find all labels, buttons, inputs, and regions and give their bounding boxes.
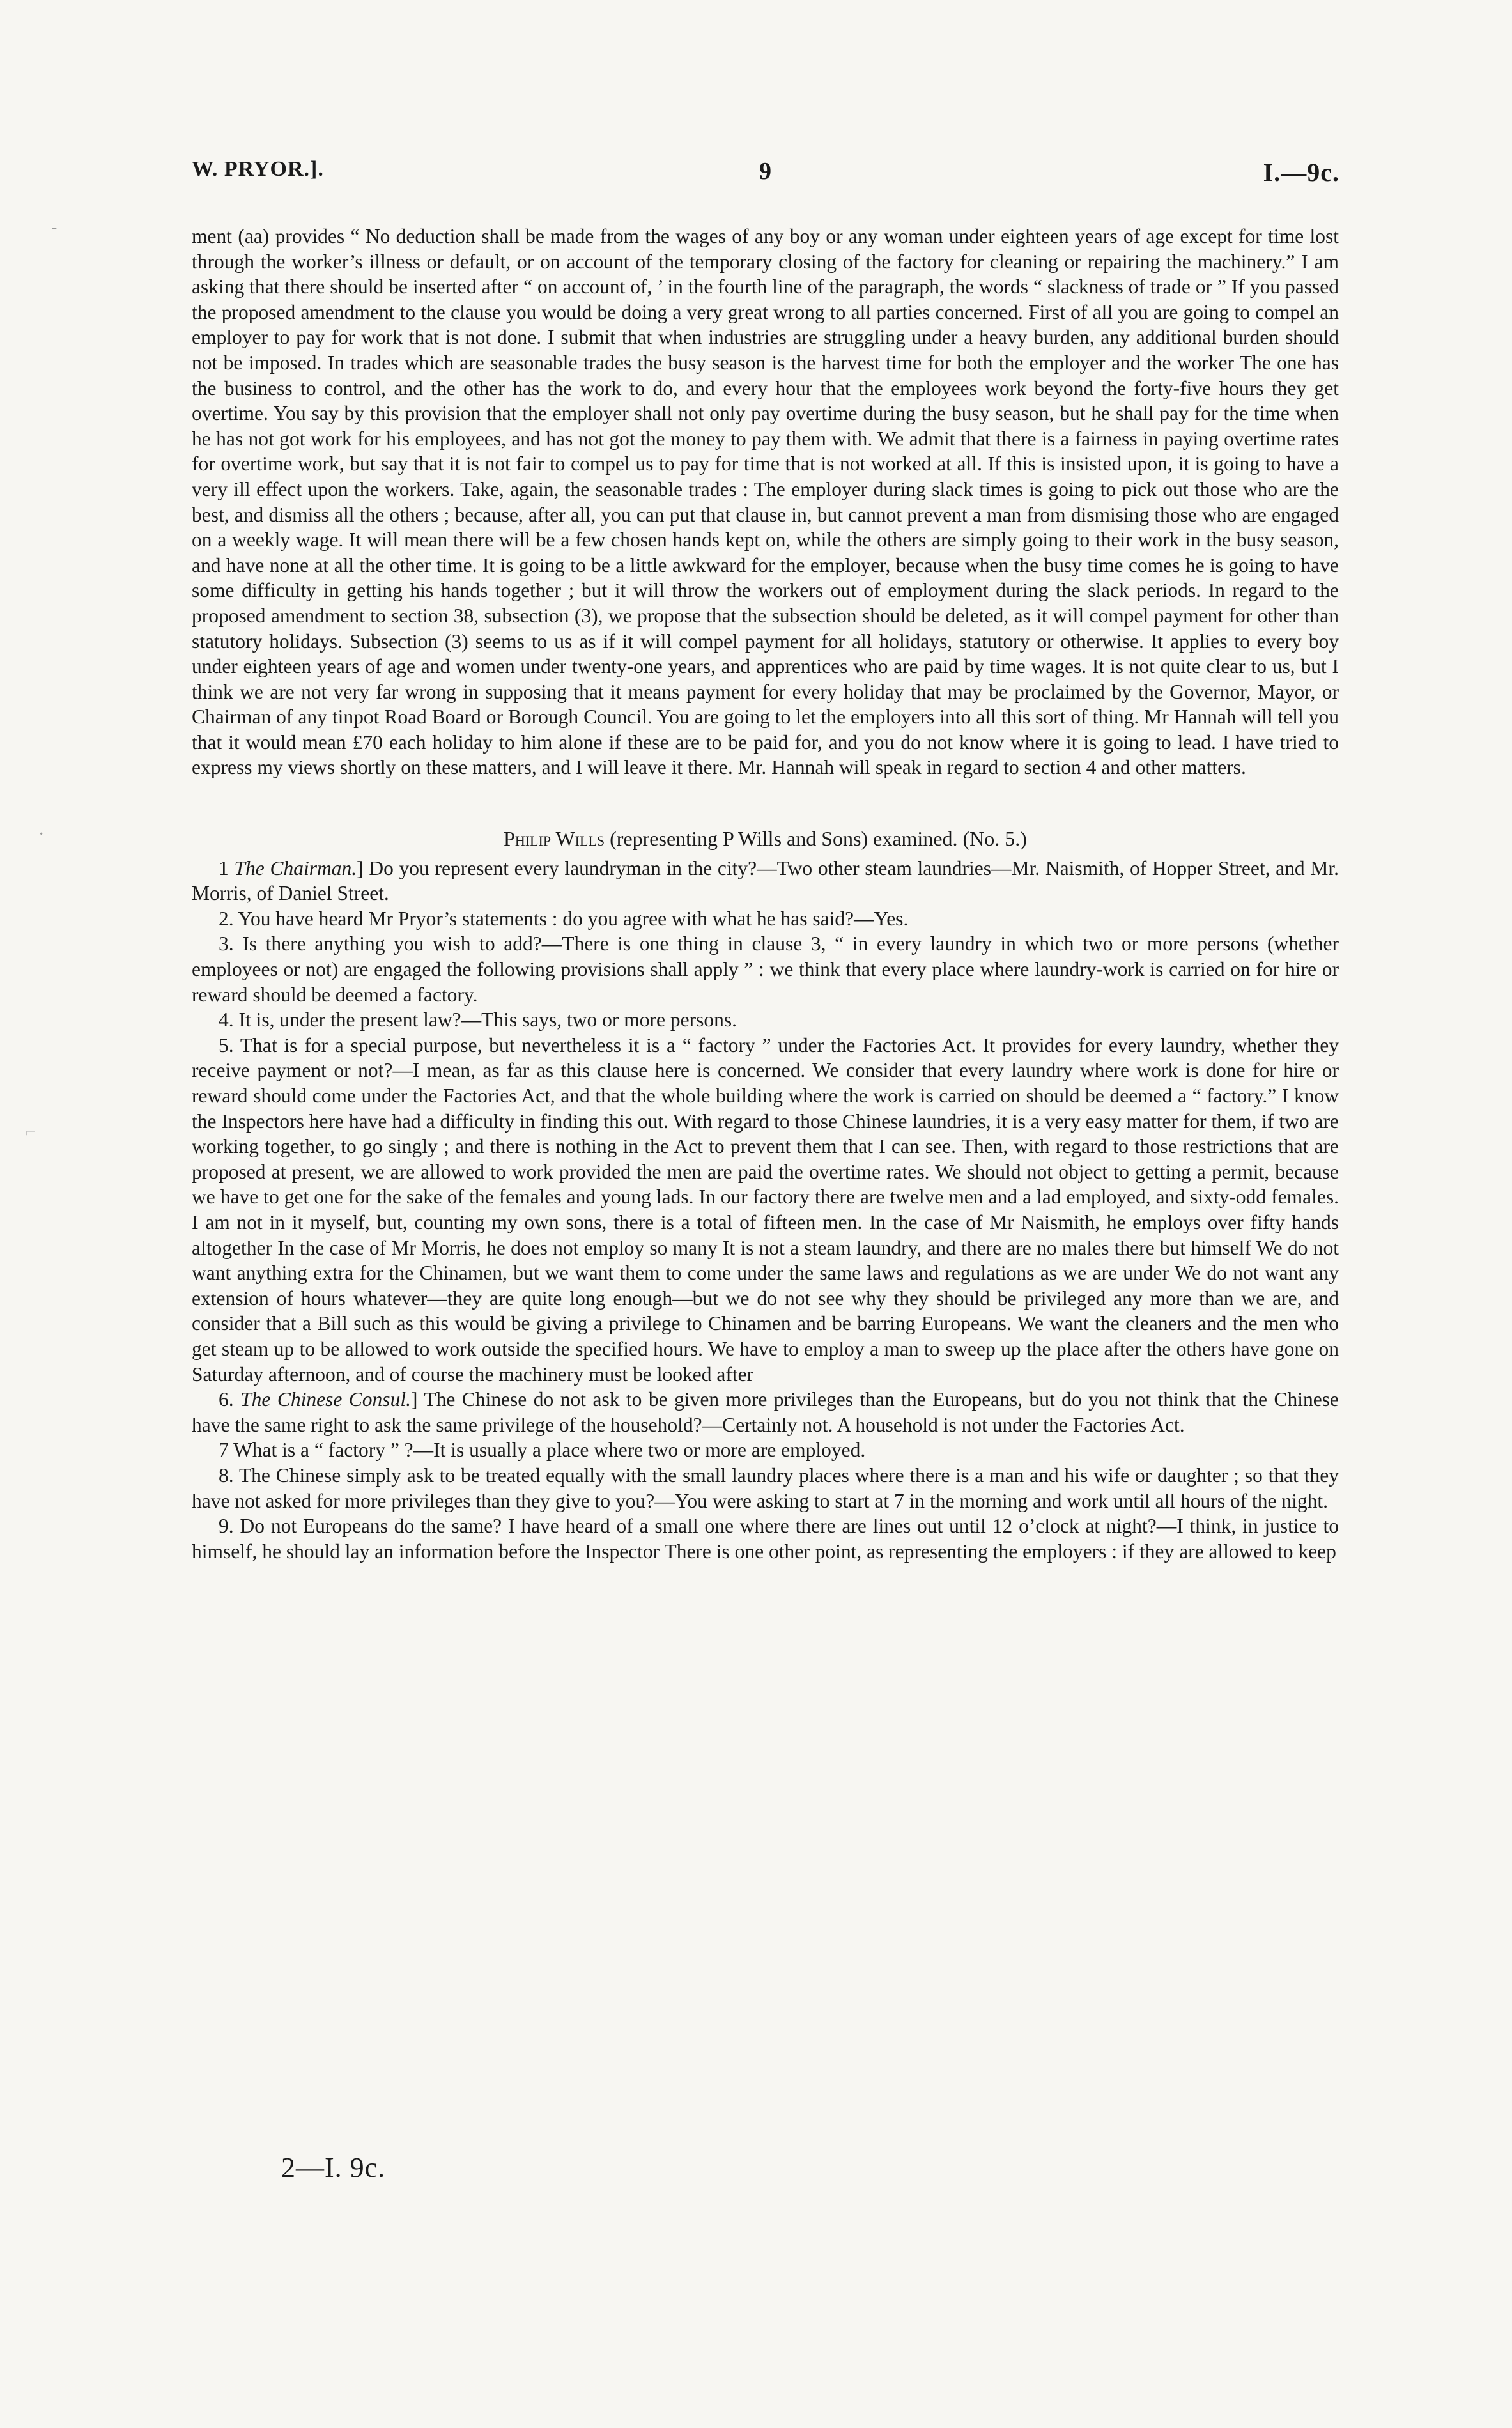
witness-heading-rest: (representing P Wills and Sons) examined. (No. 5.)	[605, 827, 1027, 851]
testimony-paragraph: ment (aa) provides “ No deduction shall be made from the wages of any boy or any woman under eighteen years of age except for time lost through the worker’s illness or default, or on account of the temporary closing of the factory for cleaning or repairing the machinery.” I am asking that there should be inserted after “ on account of, ’ in the fourth line of the paragraph, the words “ slackness of trade or ” If you passed the proposed amendment to the clause you would be doing a very great wrong to all parties concerned. First of all you are going to compel an employer to pay for work that is not done. I submit that when industries are struggling under a heavy burden, any additional burden should not be imposed. In trades which are seasonable trades the busy season is the harvest time for both the employer and the worker The one has the business to control, and the other has the work to do, and every hour that the employees work beyond the forty-five hours they get overtime. You say by this provision that the employer shall not only pay overtime during the busy season, but he shall pay for the time when he has not got work for his employees, and has not got the money to pay them with. We admit that there is a fairness in paying overtime rates for overtime work, but say that it is not fair to compel us to pay for time that is not worked at all. If this is insisted upon, it is going to have a very ill effect upon the workers. Take, again, the seasonable trades : The employer during slack times is going to pick out those who are the best, and dismiss all the others ; because, after all, you can put that clause in, but cannot prevent a man from dismising those who are engaged on a weekly wage. It will mean there will be a few chosen hands kept on, while the others are simply going to their work in the busy season, and have none at all the other time. It is going to be a little awkward for the employer, because when the busy time comes he is going to have some difficulty in getting his hands together ; but it will throw the workers out of employment during the slack periods. In regard to the proposed amendment to section 38, subsection (3), we propose that the subsection should be deleted, as it will compel payment for other than statutory holidays. Subsection (3) seems to us as if it will compel payment for all holidays, statutory or otherwise. It applies to every boy under eighteen years of age and women under twenty-one years, and apprentices who are paid by time wages. It is not quite clear to us, but I think we are not very far wrong in supposing that it means payment for every holiday that may be proclaimed by the Governor, Mayor, or Chairman of any tinpot Road Board or Borough Council. You are going to let the employers into all this sort of thing. Mr Hannah will tell you that it would mean £70 each holiday to him alone if these are to be paid for, and you do not know where it is going to lead. I have tried to express my views shortly on these matters, and I will leave it there. Mr. Hannah will speak in regard to section 4 and other matters.	[192, 225, 1339, 779]
witness-name: Philip Wills	[504, 827, 605, 851]
qa-item-8: 8. The Chinese simply ask to be treated equally with the small laundry places where there is a man and his wife or daughter ; so that they have not asked for more privileges than they give to you?—You were asking to start at 7 in the morning and work until all hours of the night.	[192, 1464, 1339, 1512]
page-header	[192, 157, 1339, 196]
margin-mark: ·	[38, 824, 45, 844]
qa-item-9: 9. Do not Europeans do the same? I have heard of a small one where there are lines out until 12 o’clock at night?—I think, in justice to himself, he should lay an information before the Inspector There is one other point, as representing the employers : if they are allowed to keep	[192, 1515, 1339, 1563]
qa-speaker: The Chairman.	[234, 856, 357, 879]
page-body	[192, 224, 1339, 1564]
qa-item-4: 4. It is, under the present law?—This says, two or more persons.	[219, 1009, 737, 1032]
qa-item-1: 1 The Chairman.] Do you represent every laundryman in the city?—Two other steam laundries—Mr. Naismith, of Hopper Street, and Mr. Morris, of Daniel Street.	[192, 856, 1339, 905]
qa-item-6: 6. The Chinese Consul.] The Chinese do not ask to be given more privileges than the Europeans, but do you not think that the Chinese have the same right to ask the same privilege of the household?—Certainly not. A household is not under the Factories Act.	[192, 1388, 1339, 1436]
header-document-code: I.—9c.	[1263, 158, 1339, 187]
margin-mark: ‑	[51, 217, 58, 237]
qa-item-7: 7 What is a “ factory ” ?—It is usually a place where two or more are employed.	[219, 1439, 866, 1462]
qa-item-2: 2. You have heard Mr Pryor’s statements : do you agree with what he has said?—Yes.	[219, 907, 909, 930]
header-witness: W. PRYOR.].	[192, 157, 324, 181]
qa-item-5: 5. That is for a special purpose, but nevertheless it is a “ factory ” under the Factories Act. It provides for every laundry, whether they receive payment or not?—I mean, as far as this clause here is concerned. We consider that every laundry where work is done for hire or reward should come under the Factories Act, and that the whole building where the work is carried on should be deemed a “ factory.” I know the Inspectors here have had a difficulty in finding this out. With regard to those Chinese laundries, it is a very easy matter for them, if two are working together, to go singly ; and there is nothing in the Act to prevent them that I can see. Then, with regard to those restrictions that are proposed at present, we are allowed to work provided the men are paid the overtime rates. We should not object to getting a permit, because we have to get one for the sake of the females and young lads. In our factory there are twelve men and a lad employed, and sixty-odd females. I am not in it myself, but, counting my own sons, there is a total of fifteen men. In the case of Mr Naismith, he employs over fifty hands altogether In the case of Mr Morris, he does not employ so many It is not a steam laundry, and there are no males there but himself We do not want anything extra for the Chinamen, but we want them to come under the same laws and regulations as we are under We do not want any extension of hours whatever—they are quite long enough—but we do not see why they should be privileged any more than we are, and consider that a Bill such as this would be giving a privilege to Chinamen and be barring Europeans. We want the cleaners and the men who get steam up to be allowed to work outside the specified hours. We have to employ a man to sweep up the place after the others have gone on Saturday afternoon, and of course the machinery must be looked after	[192, 1033, 1339, 1386]
signature-mark: 2—I. 9c.	[281, 2152, 386, 2183]
page-number: 9	[759, 158, 772, 185]
witness-heading	[192, 826, 1339, 852]
qa-item-3: 3. Is there anything you wish to add?—There is one thing in clause 3, “ in every laundry in which two or more persons (whether employees or not) are engaged the following provisions shall apply ” : we think that every place where laundry-work is carried on for hire or reward should be deemed a factory.	[192, 932, 1339, 1006]
margin-mark: ⌐	[26, 1122, 36, 1141]
qa-speaker: The Chinese Consul.	[240, 1388, 411, 1411]
